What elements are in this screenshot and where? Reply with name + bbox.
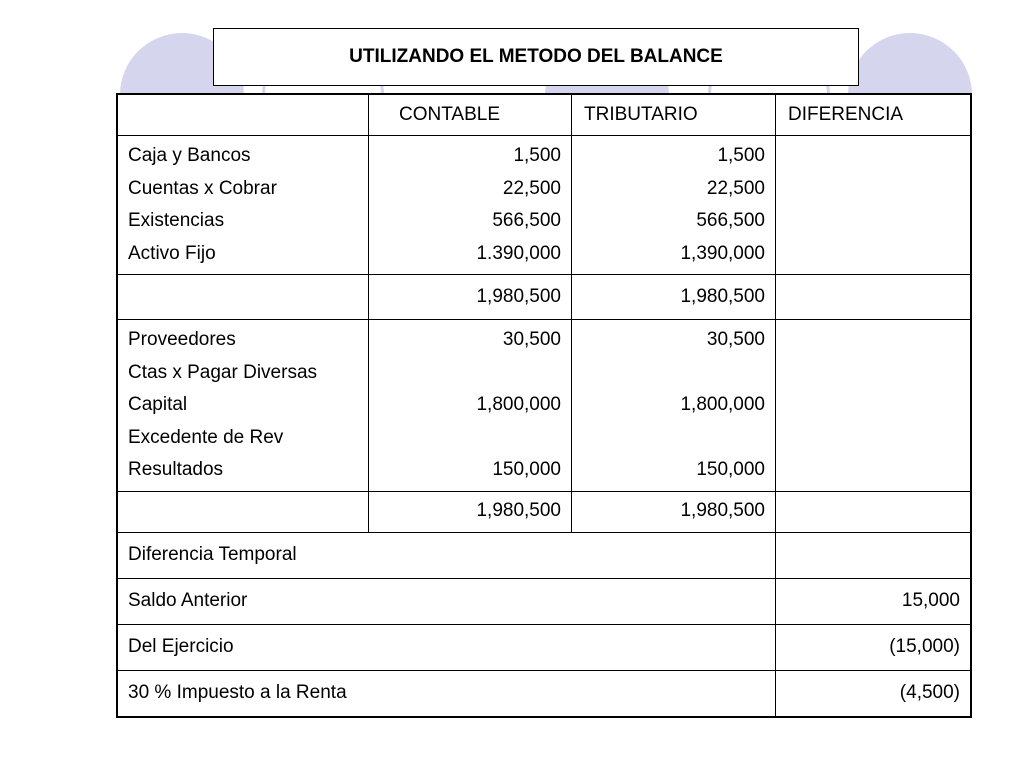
liabilities-labels	[117, 320, 369, 492]
summary-label: Saldo Anterior	[117, 578, 776, 624]
assets-total-row	[117, 275, 971, 320]
asset-tributario-value: 1,500	[717, 145, 765, 166]
liabilities-total-contable: 1,980,500	[369, 491, 572, 532]
assets-tributario	[572, 136, 776, 275]
assets-total-tributario: 1,980,500	[572, 275, 776, 320]
liability-label: Excedente de Rev	[128, 426, 284, 448]
liability-contable-value	[379, 422, 561, 455]
asset-contable-value: 1,500	[513, 145, 561, 166]
liabilities-diferencia	[776, 320, 972, 492]
liability-tributario-value	[582, 357, 765, 390]
liabilities-total-label	[117, 491, 369, 532]
header-tributario: TRIBUTARIO	[572, 94, 776, 136]
liability-tributario-value: 150,000	[696, 459, 765, 480]
summary-value: (15,000)	[776, 624, 972, 670]
liability-label: Ctas x Pagar Diversas	[128, 361, 318, 383]
header-blank	[117, 94, 369, 136]
balance-table	[116, 93, 972, 718]
asset-label: Cuentas x Cobrar	[128, 177, 277, 199]
header-diferencia: DIFERENCIA	[776, 94, 972, 136]
summary-value	[776, 532, 972, 578]
assets-labels	[117, 136, 369, 275]
assets-total-contable: 1,980,500	[369, 275, 572, 320]
summary-row	[117, 578, 971, 624]
liability-contable-value: 30,500	[502, 329, 561, 350]
asset-contable-value: 1.390,000	[476, 242, 561, 264]
asset-label: Caja y Bancos	[128, 145, 251, 166]
asset-tributario-value: 1,390,000	[680, 242, 765, 264]
liabilities-total-row	[117, 491, 971, 532]
liabilities-contable	[369, 320, 572, 492]
summary-label: Del Ejercicio	[117, 624, 776, 670]
asset-contable-value: 566,500	[492, 210, 561, 231]
liabilities-total-tributario: 1,980,500	[572, 491, 776, 532]
summary-row	[117, 624, 971, 670]
liability-tributario-value	[582, 422, 765, 455]
asset-label: Existencias	[128, 210, 225, 231]
asset-label: Activo Fijo	[128, 242, 216, 264]
liabilities-row	[117, 320, 971, 492]
slide-title	[213, 28, 859, 86]
slide-title-text: UTILIZANDO EL METODO DEL BALANCE	[349, 46, 723, 67]
summary-row	[117, 532, 971, 578]
liabilities-tributario	[572, 320, 776, 492]
liability-contable-value	[379, 357, 561, 390]
summary-value: (4,500)	[776, 670, 972, 717]
header-contable: CONTABLE	[369, 94, 572, 136]
liability-label: Resultados	[128, 459, 224, 480]
assets-diferencia	[776, 136, 972, 275]
asset-contable-value: 22,500	[502, 177, 561, 199]
liability-label: Proveedores	[128, 329, 236, 350]
liability-label: Capital	[128, 394, 188, 415]
asset-tributario-value: 566,500	[696, 210, 765, 231]
summary-label: 30 % Impuesto a la Renta	[117, 670, 776, 717]
summary-row	[117, 670, 971, 717]
liability-tributario-value: 1,800,000	[680, 394, 765, 415]
assets-row	[117, 136, 971, 275]
summary-label: Diferencia Temporal	[117, 532, 776, 578]
liability-tributario-value: 30,500	[706, 329, 765, 350]
liability-contable-value: 1,800,000	[476, 394, 561, 415]
assets-total-diferencia	[776, 275, 972, 320]
assets-contable	[369, 136, 572, 275]
summary-value: 15,000	[776, 578, 972, 624]
table-header-row	[117, 94, 971, 136]
assets-total-label	[117, 275, 369, 320]
liabilities-total-diferencia	[776, 491, 972, 532]
asset-tributario-value: 22,500	[706, 177, 765, 199]
liability-contable-value: 150,000	[492, 459, 561, 480]
